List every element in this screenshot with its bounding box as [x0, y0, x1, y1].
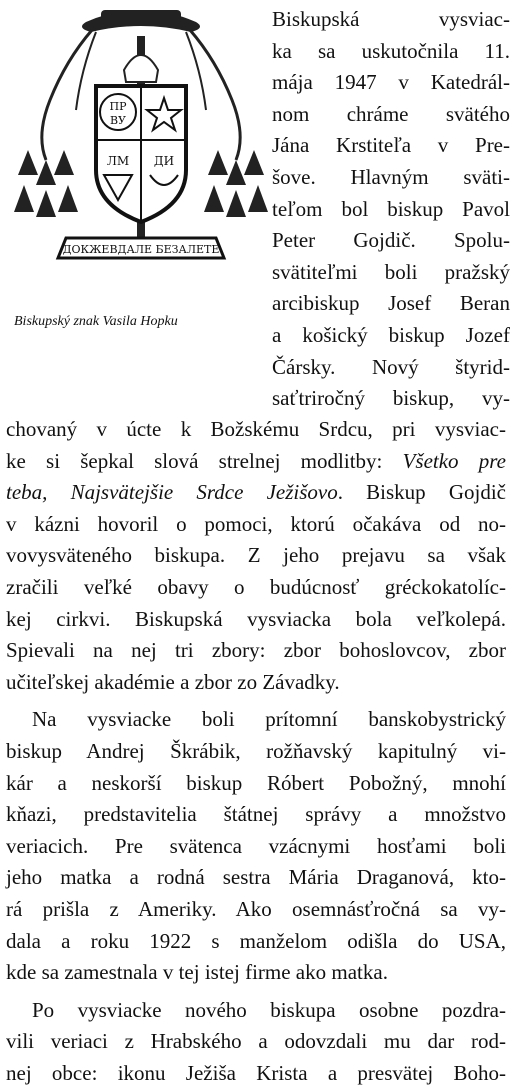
text-line: Jána Krstiteľa v Pre-: [272, 133, 510, 158]
text-line: chovaný v úcte k Božskému Srdcu, pri vysviac-: [6, 417, 506, 441]
paragraph-3: [6, 995, 506, 1090]
text-line: Peter Gojdič. Spolu-: [272, 228, 510, 253]
text-line: svätiteľmi boli pražský: [272, 259, 510, 284]
svg-text:ДИ: ДИ: [153, 154, 175, 168]
text-line: kňazi, predstavitelia štátnej správy a množstvo: [6, 802, 506, 827]
text-line: vili veriaci z Hrabského a odovzdali mu dar rod-: [6, 1029, 506, 1054]
text-line: vovysväteného biskupa. Z jeho prejavu sa však: [6, 543, 506, 568]
svg-text:ПР: ПР: [109, 100, 127, 113]
text-line: teba, Najsvätejšie Srdce Ježišovo. Biskup Gojdič: [6, 480, 507, 505]
text-line: v kázni hovoril o pomoci, ktorú očakáva od no-: [6, 511, 506, 536]
text-line: Čársky. Nový štyrid-: [272, 354, 510, 379]
figure-caption: Biskupský znak Vasila Hopku: [14, 314, 178, 329]
svg-text:ВУ: ВУ: [109, 114, 127, 127]
text-line: a košický biskup Jozef: [272, 322, 510, 347]
text-line: kár a neskorší biskup Róbert Pobožný, mnohí: [6, 770, 506, 795]
paragraph-1-continued: [6, 414, 506, 698]
text-line: rá prišla z Ameriky. Ako osemnásťročná sa vy-: [6, 896, 506, 921]
coat-of-arms-figure: [6, 0, 276, 329]
text-line: Spievali na nej tri zbory: zbor bohoslovcov, zbor: [6, 638, 506, 663]
paragraph-1-wrapped: [272, 4, 510, 415]
text-line: kde sa zamestnala v tej istej firme ako matka.: [6, 960, 388, 985]
text-line: dala a roku 1922 s manželom odišla do USA,: [6, 928, 506, 953]
text-line: ke si šepkal slová strelnej modlitby: Všetko pre: [6, 448, 506, 473]
text-line: učiteľskej akadémie a zbor zo Závadky.: [6, 669, 340, 694]
text-line: arcibiskup Josef Beran: [272, 291, 510, 316]
text-line: teľom bol biskup Pavol: [272, 196, 510, 221]
text-line: zračili veľké obavy o budúcnosť gréckokatolíc-: [6, 574, 506, 599]
text-line: ka sa uskutočnila 11.: [272, 38, 510, 63]
text-line: veriacich. Pre svätenca vzácnymi hosťami boli: [6, 833, 506, 858]
paragraph-2: [6, 704, 506, 988]
text-line: Biskupská vysviac-: [272, 7, 510, 31]
svg-text:ЛМ: ЛМ: [106, 154, 130, 168]
text-line: nej obce: ikonu Ježiša Krista a presvätej Boho-: [6, 1060, 506, 1085]
text-line: nom chráme svätého: [272, 101, 510, 126]
text-line: jeho matka a rodná sestra Mária Draganová, kto-: [6, 865, 506, 890]
text-line: mája 1947 v Katedrál-: [272, 70, 510, 95]
text-line: biskup Andrej Škrábik, rožňavský kapitulný vi-: [6, 738, 506, 763]
coat-of-arms-image: [6, 0, 276, 290]
text-line: šove. Hlavným sväti-: [272, 164, 510, 189]
svg-text:ДОКЖЕВДАЛЕ БЕЗАЛЕТЕ: ДОКЖЕВДАЛЕ БЕЗАЛЕТЕ: [62, 243, 220, 256]
text-line: kej cirkvi. Biskupská vysviacka bola veľkolepá.: [6, 606, 506, 631]
text-line: Na vysviacke boli prítomní banskobystrický: [32, 707, 506, 732]
text-line: Po vysviacke nového biskupa osobne pozdra-: [32, 997, 506, 1022]
text-line: saťtriročný biskup, vy-: [272, 386, 510, 411]
